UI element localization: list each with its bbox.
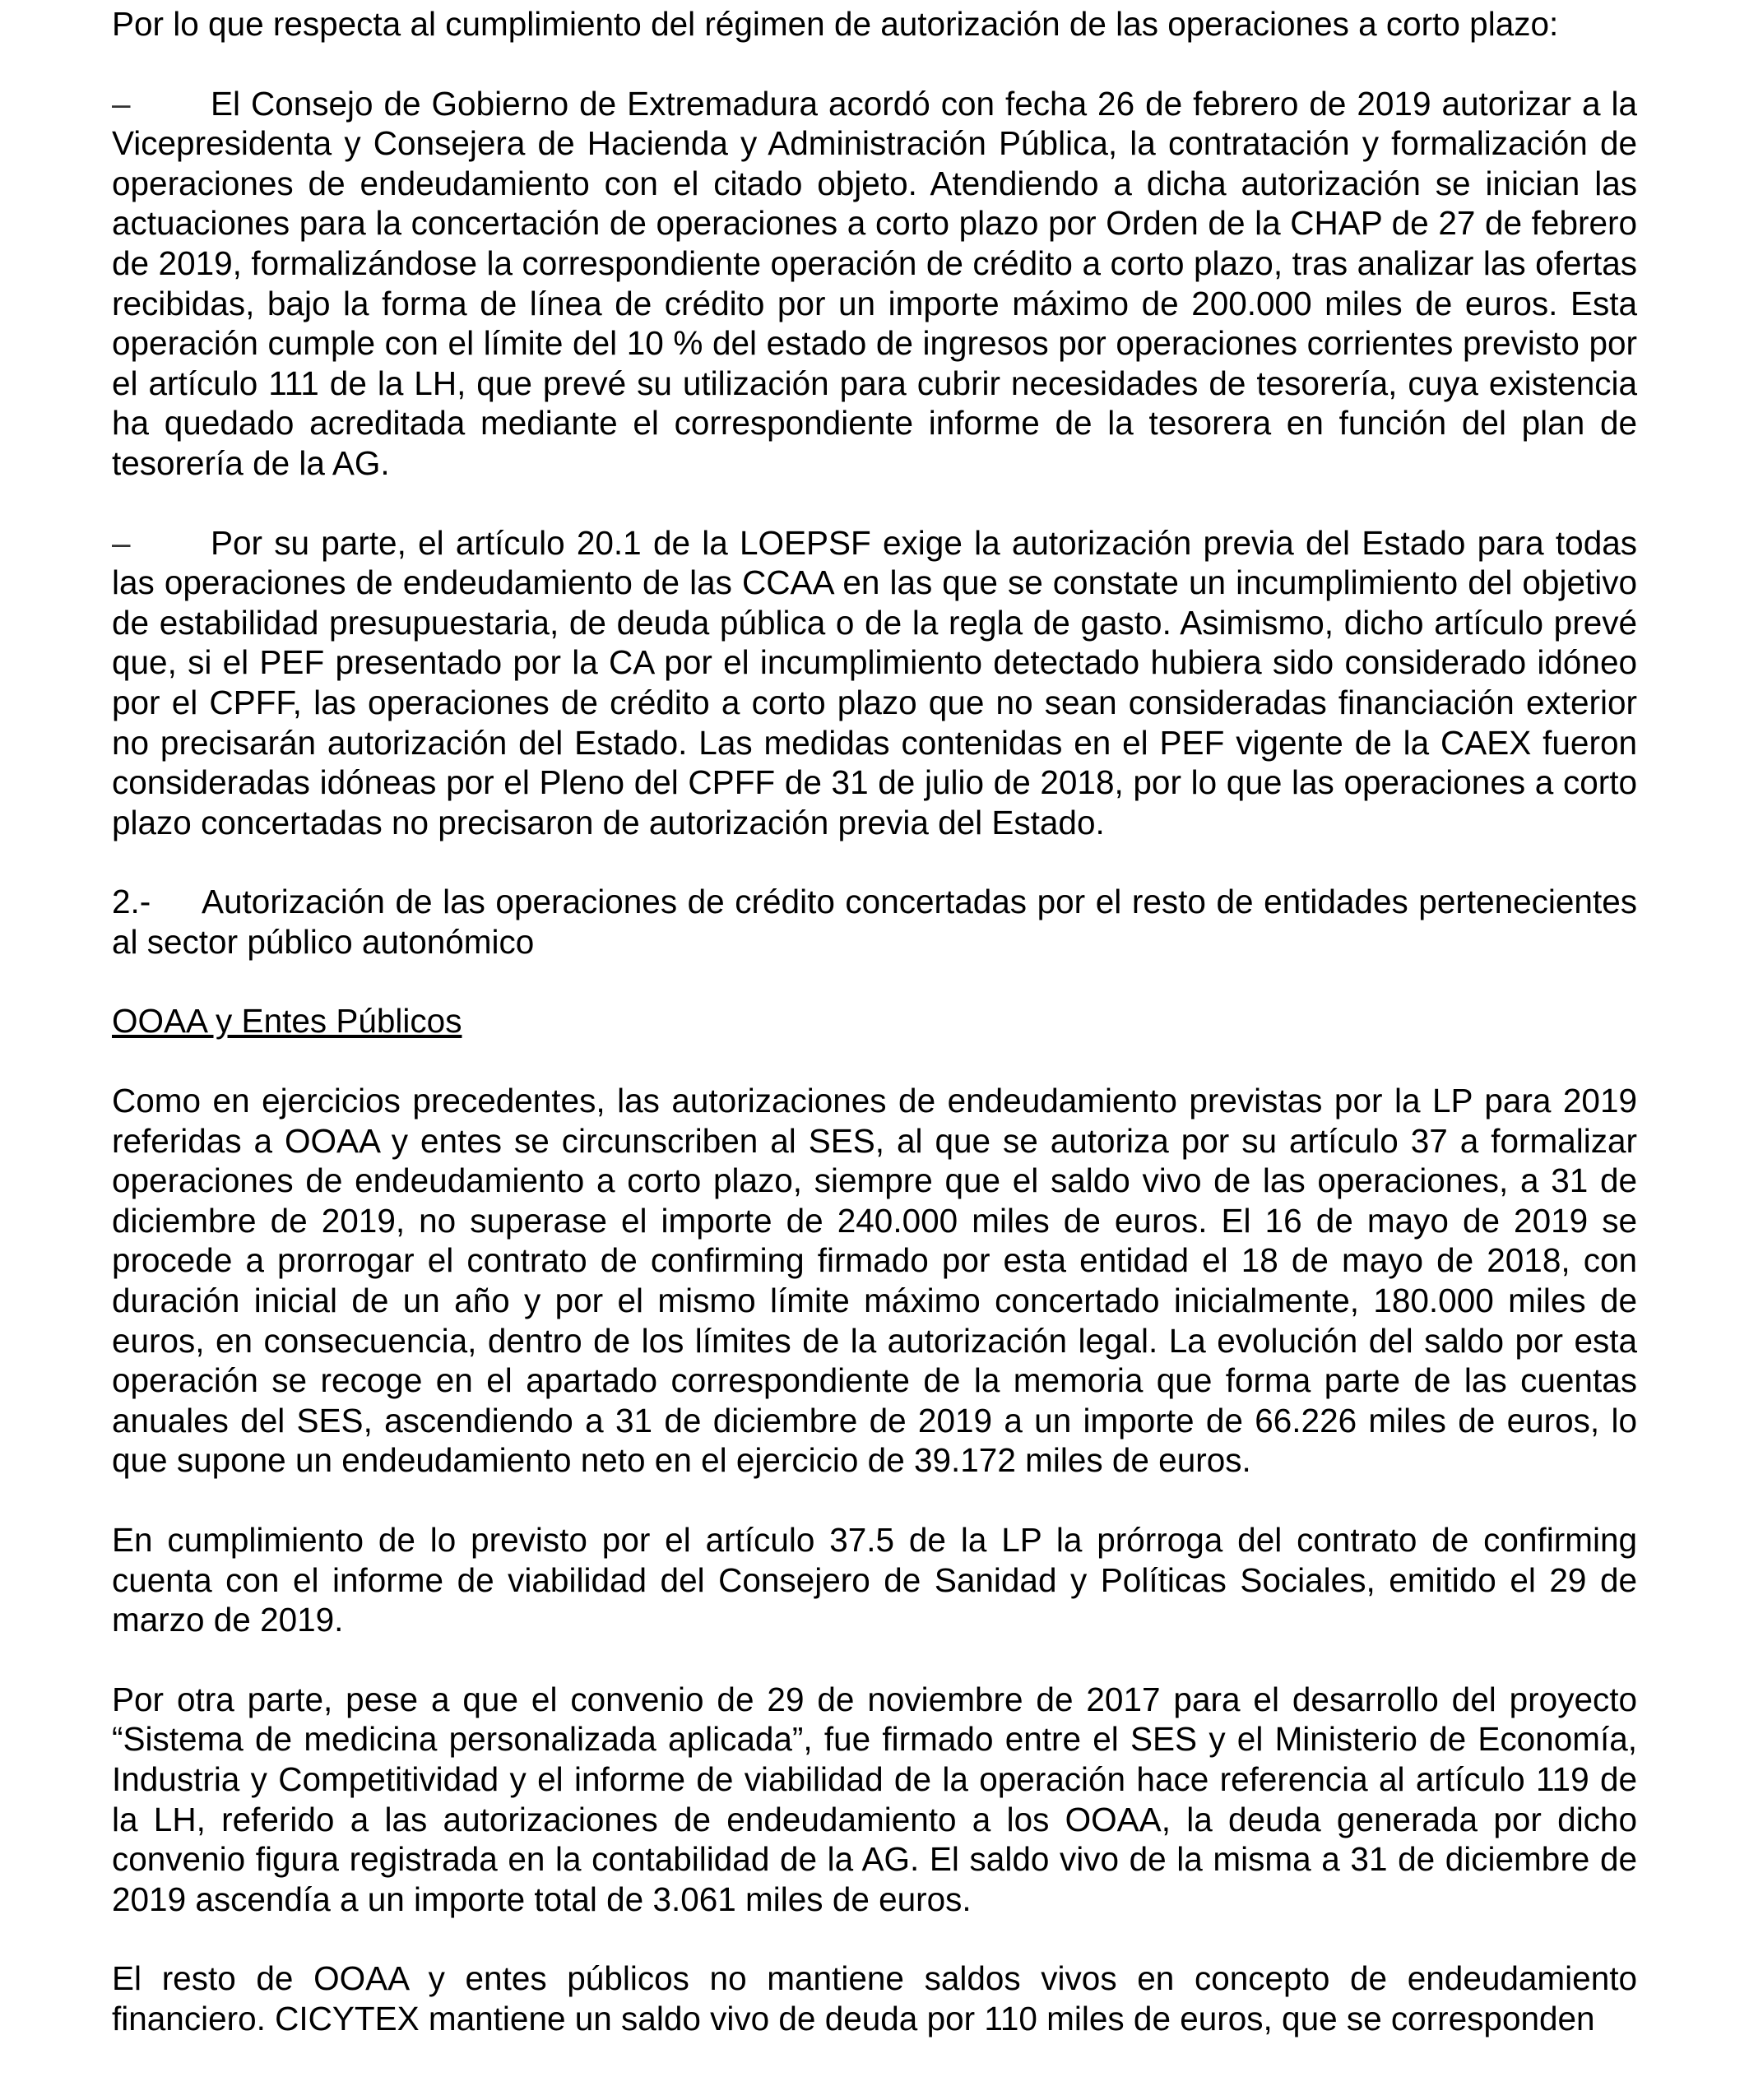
dash-marker: – — [112, 84, 131, 123]
document-page — [112, 0, 1637, 2039]
bullet-item-1 — [112, 84, 1637, 484]
subsection-heading — [112, 1001, 1637, 1041]
body-paragraph-3: Por otra parte, pese a que el convenio de 29 de noviembre de 2017 para el desarrollo del proyecto “Sistema de medicina personalizada aplicada”, fue firmado entre el SES y el Ministerio de Economía, Industria y Competitividad y el informe de viabilidad de la operación hace referencia al artículo 119 de la LH, referido a las autorizaciones de endeudamiento a los OOAA, la deuda generada por dicho convenio figura registrada en la contabilidad de la AG. El saldo vivo de la misma a 31 de diciembre de 2019 ascendía a un importe total de 3.061 miles de euros. — [112, 1680, 1637, 1918]
section-title: Autorización de las operaciones de crédito concertadas por el resto de entidades pertenecientes al sector público autonómico — [112, 883, 1637, 961]
intro-paragraph: Por lo que respecta al cumplimiento del régimen de autorización de las operaciones a corto plazo: — [112, 5, 1559, 43]
bullet-item-2 — [112, 523, 1637, 843]
bullet-text: El Consejo de Gobierno de Extremadura acordó con fecha 26 de febrero de 2019 autorizar a la Vicepresidenta y Consejera de Hacienda y Administración Pública, la contratación y formalización de operaciones de endeudamiento con el citado objeto. Atendiendo a dicha autorización se inician las actuaciones para la concertación de operaciones a corto plazo por Orden de la CHAP de 27 de febrero de 2019, formalizándose la correspondiente operación de crédito a corto plazo, tras analizar las ofertas recibidas, bajo la forma de línea de crédito por un importe máximo de 200.000 miles de euros. Esta operación cumple con el límite del 10 % del estado de ingresos por operaciones corrientes previsto por el artículo 111 de la LH, que prevé su utilización para cubrir necesidades de tesorería, cuya existencia ha quedado acreditada mediante el correspondiente informe de la tesorera en función del plan de tesorería de la AG. — [112, 84, 1637, 482]
body-paragraph-2: En cumplimiento de lo previsto por el artículo 37.5 de la LP la prórroga del contrato de confirming cuenta con el informe de viabilidad del Consejero de Sanidad y Políticas Sociales, emitido el 29 de marzo de 2019. — [112, 1521, 1637, 1639]
subsection-title: OOAA y Entes Públicos — [112, 1002, 462, 1041]
body-paragraph-4: El resto de OOAA y entes públicos no mantiene saldos vivos en concepto de endeudamiento financiero. CICYTEX mantiene un saldo vivo de deuda por 110 miles de euros, que se corresponden — [112, 1959, 1637, 2037]
bullet-text: Por su parte, el artículo 20.1 de la LOEPSF exige la autorización previa del Estado para todas las operaciones de endeudamiento de las CCAA en las que se constate un incumplimiento del objetivo de estabilidad presupuestaria, de deuda pública o de la regla de gasto. Asimismo, dicho artículo prevé que, si el PEF presentado por la CA por el incumplimiento detectado hubiera sido considerado idóneo por el CPFF, las operaciones de crédito a corto plazo que no sean consideradas financiación exterior no precisarán autorización del Estado. Las medidas contenidas en el PEF vigente de la CAEX fueron consideradas idóneas por el Pleno del CPFF de 31 de julio de 2018, por lo que las operaciones a corto plazo concertadas no precisaron de autorización previa del Estado. — [112, 523, 1637, 841]
body-paragraph-1: Como en ejercicios precedentes, las autorizaciones de endeudamiento previstas por la LP para 2019 referidas a OOAA y entes se circunscriben al SES, al que se autoriza por su artículo 37 a formalizar operaciones de endeudamiento a corto plazo, siempre que el saldo vivo de las operaciones, a 31 de diciembre de 2019, no superase el importe de 240.000 miles de euros. El 16 de mayo de 2019 se procede a prorrogar el contrato de confirming firmado por esta entidad el 18 de mayo de 2018, con duración inicial de un año y por el mismo límite máximo concertado inicialmente, 180.000 miles de euros, en consecuencia, dentro de los límites de la autorización legal. La evolución del saldo por esta operación se recoge en el apartado correspondiente de la memoria que forma parte de las cuentas anuales del SES, ascendiendo a 31 de diciembre de 2019 a un importe de 66.226 miles de euros, lo que supone un endeudamiento neto en el ejercicio de 39.172 miles de euros. — [112, 1082, 1637, 1480]
section-heading — [112, 882, 1637, 962]
dash-marker: – — [112, 523, 131, 562]
section-number: 2.- — [112, 883, 151, 921]
